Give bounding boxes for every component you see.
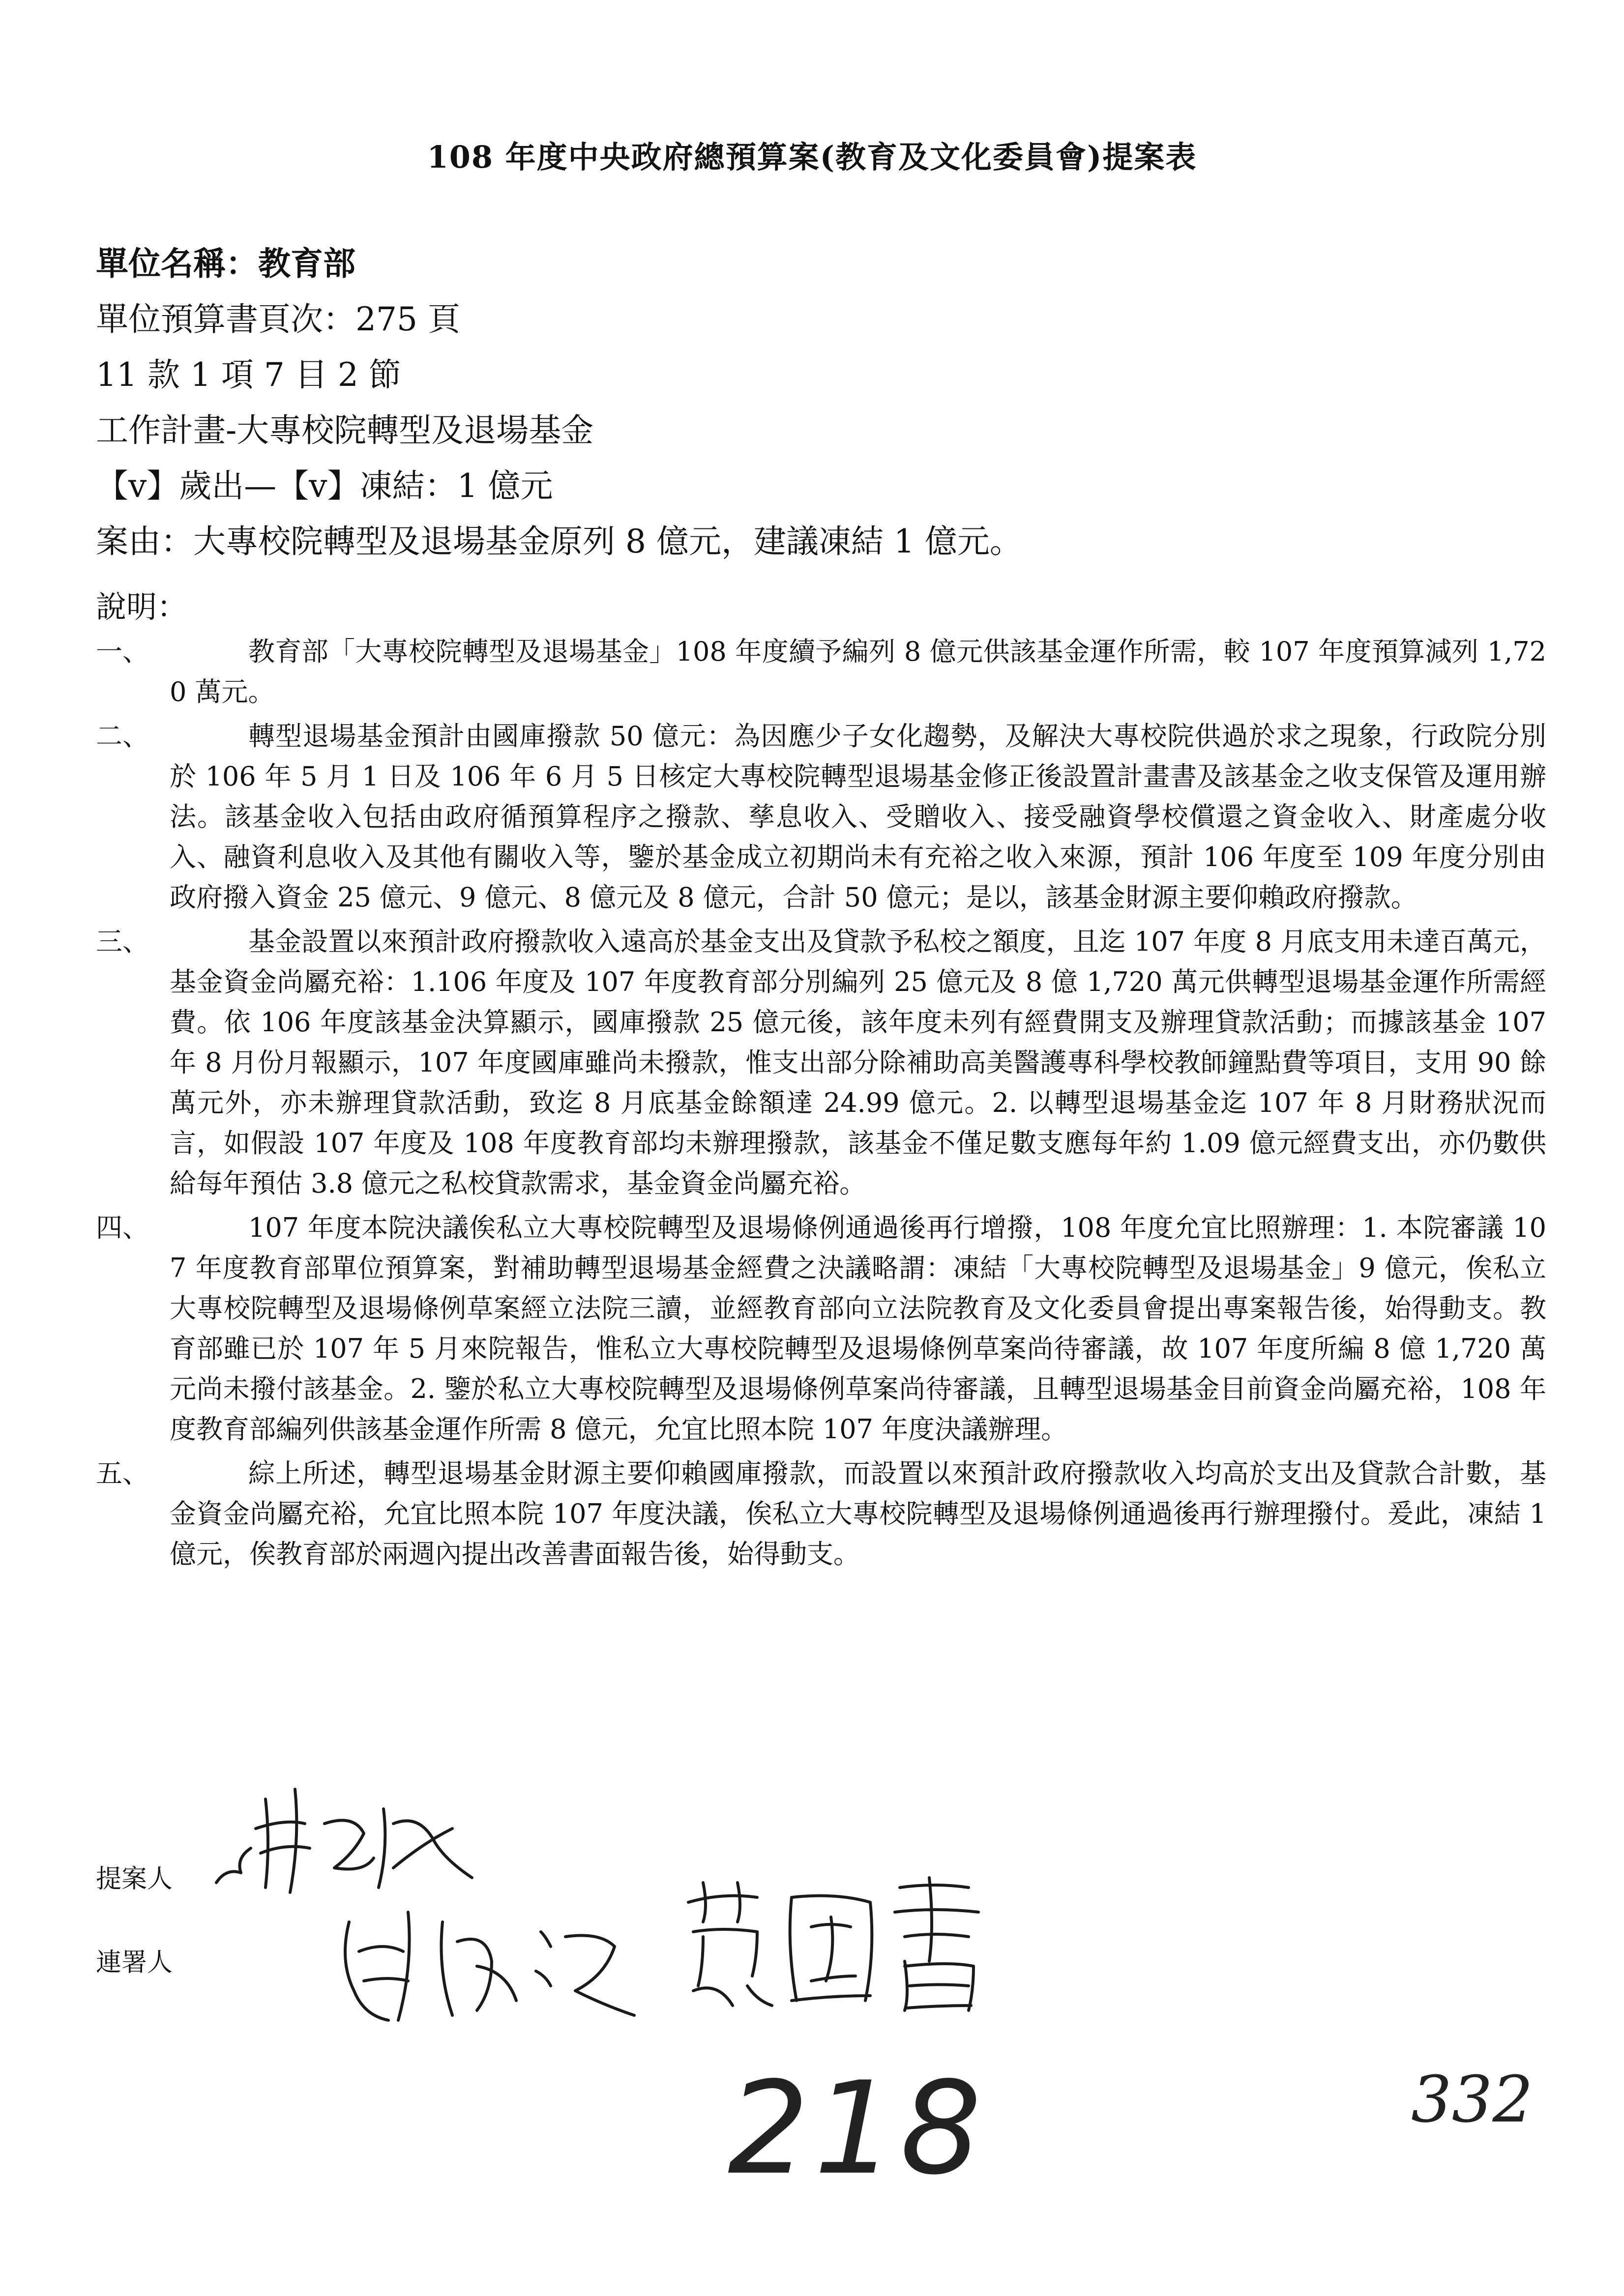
item-number: 三、 (96, 926, 149, 957)
case-reason: 案由：大專校院轉型及退場基金原列 8 億元，建議凍結 1 億元。 (96, 523, 1022, 560)
budget-page: 單位預算書頁次：275 頁 (96, 300, 460, 338)
handwritten-page-number: 218 (728, 2055, 987, 2203)
item-text: 轉型退場基金預計由國庫撥款 50 億元：為因應少子女化趨勢，及解決大專校院供過於求之現象，行政院分別於 106 年 5 月 1 日及 106 年 6 月 5 日核定大專校院轉型退場基金修正後設置計畫書及該基金之收支保管及運用辦法。該基金收入包括由政府循預算程序之撥款、孳息收入、受贈收入、接受融資學校償還之資金收入、財產處分收入、融資利息收入及其他有關收入等，鑒於基金成立初期尚未有充裕之收入來源，預計 106 年度至 109 年度分別由政府撥入資金 25 億元、9 億元、8 億元及 8 億元，合計 50 億元；是以，該基金財源主要仰賴政府撥款。 (170, 721, 1546, 913)
budget-section: 11 款 1 項 7 目 2 節 (96, 356, 401, 394)
cosigner-signature-1 (329, 1892, 649, 2040)
list-item (96, 716, 1546, 918)
item-number: 四、 (96, 1212, 149, 1243)
action-line: 【v】歲出—【v】凍結：1 億元 (96, 467, 553, 505)
explanation-label: 說明： (96, 589, 188, 625)
explanation-list (96, 632, 1546, 1578)
list-item (96, 1208, 1546, 1450)
item-text: 107 年度本院決議俟私立大專校院轉型及退場條例通過後再行增撥，108 年度允宜比照辦理：1. 本院審議 107 年度教育部單位預算案，對補助轉型退場基金經費之決議略謂：凍結「大專校院轉型及退場基金」9 億元，俟私立大專校院轉型及退場條例草案經立法院三讀，並經教育部向立法院教育及文化委員會提出專案報告後，始得動支。教育部雖已於 107 年 5 月來院報告，惟私立大專校院轉型及退場條例草案尚待審議，故 107 年度所編 8 億 1,720 萬元尚未撥付該基金。2. 鑒於私立大專校院轉型及退場條例草案尚待審議，且轉型退場基金目前資金尚屬充裕，108 年度教育部編列供該基金運作所需 8 億元，允宜比照本院 107 年度決議辦理。 (170, 1212, 1546, 1445)
item-number: 五、 (96, 1458, 149, 1489)
cosigner-signature-2 (674, 1868, 998, 2015)
cosigner-label: 連署人 (96, 1948, 173, 1977)
list-item (96, 632, 1546, 712)
proposer-signature (207, 1770, 502, 1907)
list-item (96, 922, 1546, 1204)
item-number: 二、 (96, 721, 149, 752)
document-title: 108 年度中央政府總預算案(教育及文化委員會)提案表 (427, 139, 1197, 175)
item-text: 教育部「大專校院轉型及退場基金」108 年度續予編列 8 億元供該基金運作所需，較 107 年度預算減列 1,720 萬元。 (170, 636, 1546, 707)
header-block (96, 236, 1546, 569)
work-plan: 工作計畫-大專校院轉型及退場基金 (96, 411, 594, 449)
handwritten-corner-note: 332 (1411, 2062, 1534, 2137)
item-text: 綜上所述，轉型退場基金財源主要仰賴國庫撥款，而設置以來預計政府撥款收入均高於支出及貸款合計數，基金資金尚屬充裕，允宜比照本院 107 年度決議，俟私立大專校院轉型及退場條例通過後再行辦理撥付。爰此，凍結 1 億元，俟教育部於兩週內提出改善書面報告後，始得動支。 (170, 1458, 1546, 1569)
item-text: 基金設置以來預計政府撥款收入遠高於基金支出及貸款予私校之額度，且迄 107 年度 8 月底支用未達百萬元，基金資金尚屬充裕：1.106 年度及 107 年度教育部分別編列 25 億元及 8 億 1,720 萬元供轉型退場基金運作所需經費。依 106 年度該基金決算顯示，國庫撥款 25 億元後，該年度未列有經費開支及辦理貸款活動；而據該基金 107 年 8 月份月報顯示，107 年度國庫雖尚未撥款，惟支出部分除補助高美醫護專科學校教師鐘點費等項目，支用 90 餘萬元外，亦未辦理貸款活動，致迄 8 月底基金餘額達 24.99 億元。2. 以轉型退場基金迄 107 年 8 月財務狀況而言，如假設 107 年度及 108 年度教育部均未辦理撥款，該基金不僅足數支應每年約 1.09 億元經費支出，亦仍數供給每年預估 3.8 億元之私校貸款需求，基金資金尚屬充裕。 (170, 926, 1546, 1199)
list-item (96, 1453, 1546, 1574)
proposer-label: 提案人 (96, 1864, 173, 1894)
item-number: 一、 (96, 636, 149, 667)
unit-name: 單位名稱：教育部 (96, 244, 355, 283)
